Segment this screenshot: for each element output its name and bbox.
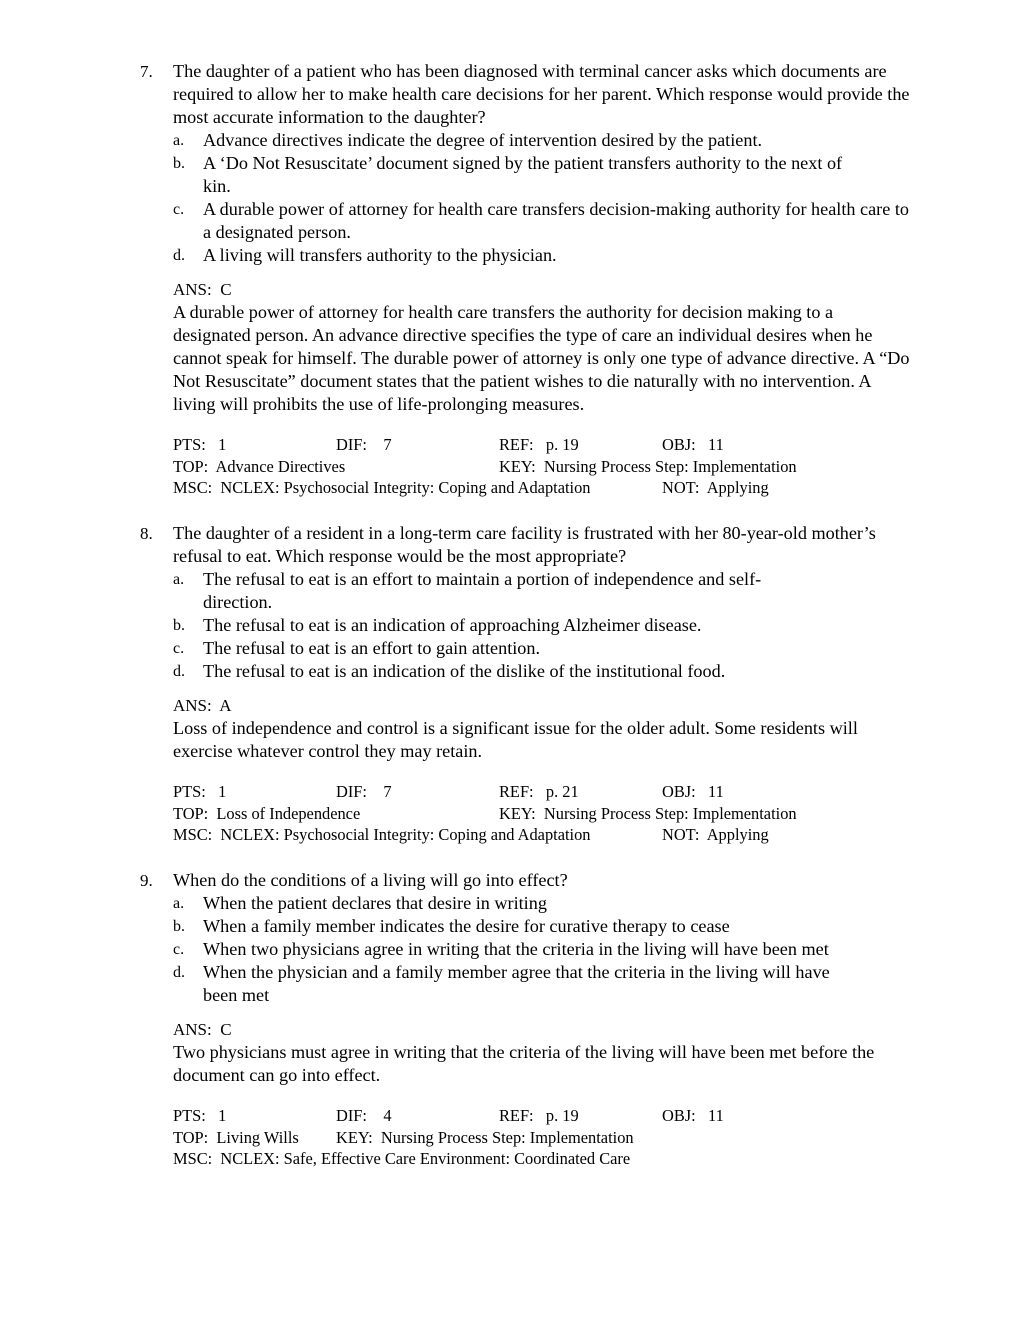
option-letter: c.	[173, 640, 185, 657]
question-stem: When do the conditions of a living will go into effect?	[173, 870, 568, 890]
option-text: When the physician and a family member agree that the criteria in the living will have been met	[203, 962, 830, 1005]
option-a	[173, 129, 910, 152]
option-text: The refusal to eat is an effort to maintain a portion of independence and self-direction.	[203, 569, 762, 612]
answer-rationale: Loss of independence and control is a significant issue for the older adult. Some residents will exercise whatever control they may retain.	[173, 718, 858, 761]
meta-ref: REF: p. 19	[499, 435, 579, 454]
option-a	[173, 892, 910, 915]
option-text: The refusal to eat is an indication of the dislike of the institutional food.	[203, 661, 726, 681]
meta-ref: REF: p. 21	[499, 782, 579, 801]
option-letter: a.	[173, 571, 185, 588]
question-9	[140, 869, 910, 1170]
meta-obj: OBJ: 11	[662, 435, 724, 454]
option-text: When two physicians agree in writing that the criteria in the living will have been met	[203, 939, 829, 959]
option-text: When a family member indicates the desire for curative therapy to cease	[203, 916, 730, 936]
option-b	[173, 152, 910, 198]
question-7	[140, 60, 910, 499]
question-metadata	[173, 434, 910, 499]
meta-dif: DIF: 7	[336, 435, 392, 454]
option-letter: b.	[173, 918, 185, 935]
meta-pts: PTS: 1	[173, 435, 227, 454]
option-letter: b.	[173, 617, 185, 634]
option-text: The refusal to eat is an effort to gain attention.	[203, 638, 541, 658]
option-letter: a.	[173, 895, 185, 912]
answer-rationale: Two physicians must agree in writing that the criteria of the living will have been met before the document can go into effect.	[173, 1042, 875, 1085]
answer-rationale: A durable power of attorney for health care transfers the authority for decision making to a designated person. An advance directive specifies the type of care an individual desires when he cannot speak for himself. The durable power of attorney is only one type of advance directive. A “Do Not Resuscitate” document states that the patient wishes to die naturally with no intervention. A living will prohibits the use of life-prolonging measures.	[173, 302, 910, 414]
option-c	[173, 198, 910, 244]
meta-not: NOT: Applying	[662, 478, 769, 497]
meta-top: TOP: Advance Directives	[173, 456, 346, 476]
option-text: A living will transfers authority to the physician.	[203, 245, 557, 265]
meta-key: KEY: Nursing Process Step: Implementation	[336, 1127, 634, 1147]
question-metadata	[173, 1105, 910, 1170]
question-number: 9.	[140, 871, 153, 890]
option-text: The refusal to eat is an indication of approaching Alzheimer disease.	[203, 615, 702, 635]
option-letter: d.	[173, 663, 185, 680]
option-letter: b.	[173, 155, 185, 172]
meta-pts: PTS: 1	[173, 1106, 227, 1125]
option-letter: a.	[173, 132, 185, 149]
meta-obj: OBJ: 11	[662, 782, 724, 801]
meta-key: KEY: Nursing Process Step: Implementation	[499, 803, 797, 823]
meta-ref: REF: p. 19	[499, 1106, 579, 1125]
question-stem: The daughter of a resident in a long-term care facility is frustrated with her 80-year-old mother’s refusal to eat. Which response would be the most appropriate?	[173, 523, 876, 566]
option-letter: d.	[173, 247, 185, 264]
option-d	[173, 244, 910, 267]
meta-top: TOP: Loss of Independence	[173, 803, 361, 823]
answer-line: ANS: C	[173, 1020, 232, 1039]
option-b	[173, 915, 910, 938]
question-number: 8.	[140, 524, 153, 543]
option-letter: c.	[173, 941, 185, 958]
meta-msc: MSC: NCLEX: Safe, Effective Care Environment: Coordinated Care	[173, 1149, 631, 1168]
meta-msc: MSC: NCLEX: Psychosocial Integrity: Coping and Adaptation	[173, 478, 591, 497]
meta-key: KEY: Nursing Process Step: Implementation	[499, 456, 797, 476]
meta-obj: OBJ: 11	[662, 1106, 724, 1125]
meta-dif: DIF: 4	[336, 1106, 392, 1125]
option-text: Advance directives indicate the degree of intervention desired by the patient.	[203, 130, 763, 150]
option-letter: d.	[173, 964, 185, 981]
question-number: 7.	[140, 62, 153, 81]
answer-line: ANS: A	[173, 696, 232, 715]
meta-dif: DIF: 7	[336, 782, 392, 801]
meta-pts: PTS: 1	[173, 782, 227, 801]
option-text: A ‘Do Not Resuscitate’ document signed by the patient transfers authority to the next of kin.	[203, 153, 843, 196]
question-stem: The daughter of a patient who has been diagnosed with terminal cancer asks which documents are required to allow her to make health care decisions for her parent. Which response would provide the most accurate information to the daughter?	[173, 61, 910, 127]
option-letter: c.	[173, 201, 185, 218]
option-d	[173, 961, 910, 1007]
meta-top: TOP: Living Wills	[173, 1127, 299, 1147]
question-metadata	[173, 781, 910, 846]
option-c	[173, 637, 910, 660]
option-c	[173, 938, 910, 961]
answer-line: ANS: C	[173, 280, 232, 299]
option-text: When the patient declares that desire in writing	[203, 893, 547, 913]
option-b	[173, 614, 910, 637]
question-8	[140, 522, 910, 846]
option-d	[173, 660, 910, 683]
meta-msc: MSC: NCLEX: Psychosocial Integrity: Coping and Adaptation	[173, 825, 591, 844]
option-a	[173, 568, 910, 614]
option-text: A durable power of attorney for health care transfers decision-making authority for health care to a designated person.	[203, 199, 909, 242]
meta-not: NOT: Applying	[662, 825, 769, 844]
